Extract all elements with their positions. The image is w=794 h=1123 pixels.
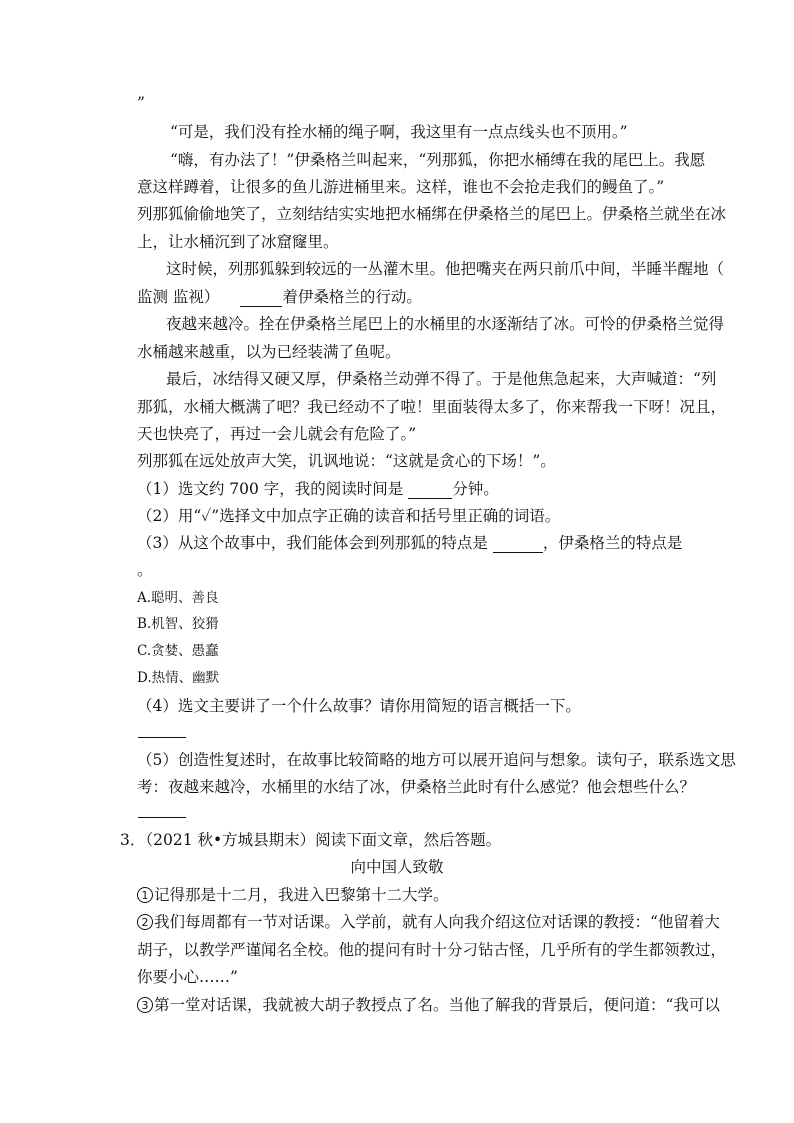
- text-line: 上，让水桶沉到了冰窟窿里。: [137, 233, 339, 251]
- option-d[interactable]: D.热情、幽默: [137, 670, 220, 686]
- text-line: 列那狐偷偷地笑了，立刻结结实实地把水桶绑在伊桑格兰的尾巴上。伊桑格兰就坐在冰: [137, 205, 727, 223]
- question-5: （5）创造性复述时，在故事比较简略的地方可以展开追问与想象。读句子，联系选文思: [137, 751, 736, 769]
- paragraph-text: 我们每周都有一节对话课。入学前，就有人向我介绍这位对话课的教授：“他留着大: [154, 913, 720, 931]
- text-line: 。: [137, 561, 153, 579]
- text-line: 天也快亮了，再过一会儿就会有危险了。”: [137, 425, 417, 443]
- text-line: 夜越来越冷。拴在伊桑格兰尾巴上的水桶里的水逐渐结了冰。可怜的伊桑格兰觉得: [166, 315, 725, 333]
- text-line: “嗨，有办法了！”伊桑格兰叫起来，“列那狐，你把水桶缚在我的尾巴上。我愿: [170, 151, 706, 169]
- text-line: 列那狐在远处放声大笑，讥讽地说：“这就是贪心的下场！”。: [137, 452, 556, 470]
- question-text: （1）选文约 700 字，我的阅读时间是: [137, 480, 404, 498]
- paragraph-marker: 2: [137, 914, 153, 930]
- answer-blank[interactable]: [408, 482, 452, 499]
- answer-blank[interactable]: [240, 290, 282, 307]
- paragraph-text: 记得那是十二月，我进入巴黎第十二大学。: [154, 886, 449, 904]
- answer-blank[interactable]: [138, 817, 186, 818]
- text-line: 最后，冰结得又硬又厚，伊桑格兰动弹不得了。于是他焦急起来，大声喊道：“列: [166, 370, 717, 388]
- text-line: 你要小心……”: [137, 968, 238, 986]
- text-line: ”: [137, 94, 145, 112]
- article-title: 向中国人致敬: [350, 858, 444, 876]
- question-text: ，伊桑格兰的特点是: [542, 534, 683, 552]
- text-line: 考：夜越来越冷，水桶里的水结了冰，伊桑格兰此时有什么感觉？他会想些什么？: [137, 778, 696, 796]
- text-line: 那狐，水桶大概满了吧？我已经动不了啦！里面装得太多了，你来帮我一下呀！况且，: [137, 398, 727, 416]
- option-b[interactable]: B.机智、狡猾: [137, 616, 219, 632]
- answer-blank[interactable]: [138, 737, 186, 738]
- text-line: 胡子，以教学严谨闻名全校。他的提问有时十分刁钻古怪，几乎所有的学生都领教过，: [137, 941, 727, 959]
- paragraph-3: [137, 995, 720, 1015]
- section-heading: 3．（2021 秋•方城县期末）阅读下面文章，然后答题。: [120, 831, 502, 849]
- text-line: 意这样蹲着，让很多的鱼儿游进桶里来。这样，谁也不会抢走我们的鳗鱼了。”: [137, 178, 665, 196]
- option-a[interactable]: A.聪明、善良: [137, 590, 219, 606]
- text-fragment: 着伊桑格兰的行动。: [282, 288, 422, 306]
- question-2: （2）用“✓”选择文中加点字正确的读音和括号里正确的词语。: [137, 507, 561, 525]
- word-choice: 监测 监视）: [137, 288, 220, 306]
- question-1: [137, 479, 499, 499]
- question-text: 分钟。: [452, 480, 499, 498]
- paragraph-text: 第一堂对话课，我就被大胡子教授点了名。当他了解我的背景后，便问道：“我可以: [154, 996, 720, 1014]
- option-c[interactable]: C.贪婪、愚蠢: [137, 643, 219, 659]
- paragraph-marker: 1: [137, 887, 153, 903]
- text-line: “可是，我们没有拴水桶的绳子啊，我这里有一点点线头也不顶用。”: [170, 123, 628, 141]
- question-4: （4）选文主要讲了一个什么故事？请你用简短的语言概括一下。: [137, 697, 581, 715]
- text-line: [137, 287, 422, 307]
- paragraph-marker: 3: [137, 997, 153, 1013]
- question-3: [137, 533, 682, 553]
- paragraph-1: [137, 885, 449, 905]
- paragraph-2: [137, 912, 720, 932]
- text-line: 水桶越来越重，以为已经装满了鱼呢。: [137, 343, 401, 361]
- question-text: （3）从这个故事中，我们能体会到列那狐的特点是: [137, 534, 488, 552]
- text-line: 这时候，列那狐躲到较远的一丛灌木里。他把嘴夹在两只前爪中间，半睡半醒地（: [166, 260, 725, 278]
- answer-blank[interactable]: [493, 536, 543, 553]
